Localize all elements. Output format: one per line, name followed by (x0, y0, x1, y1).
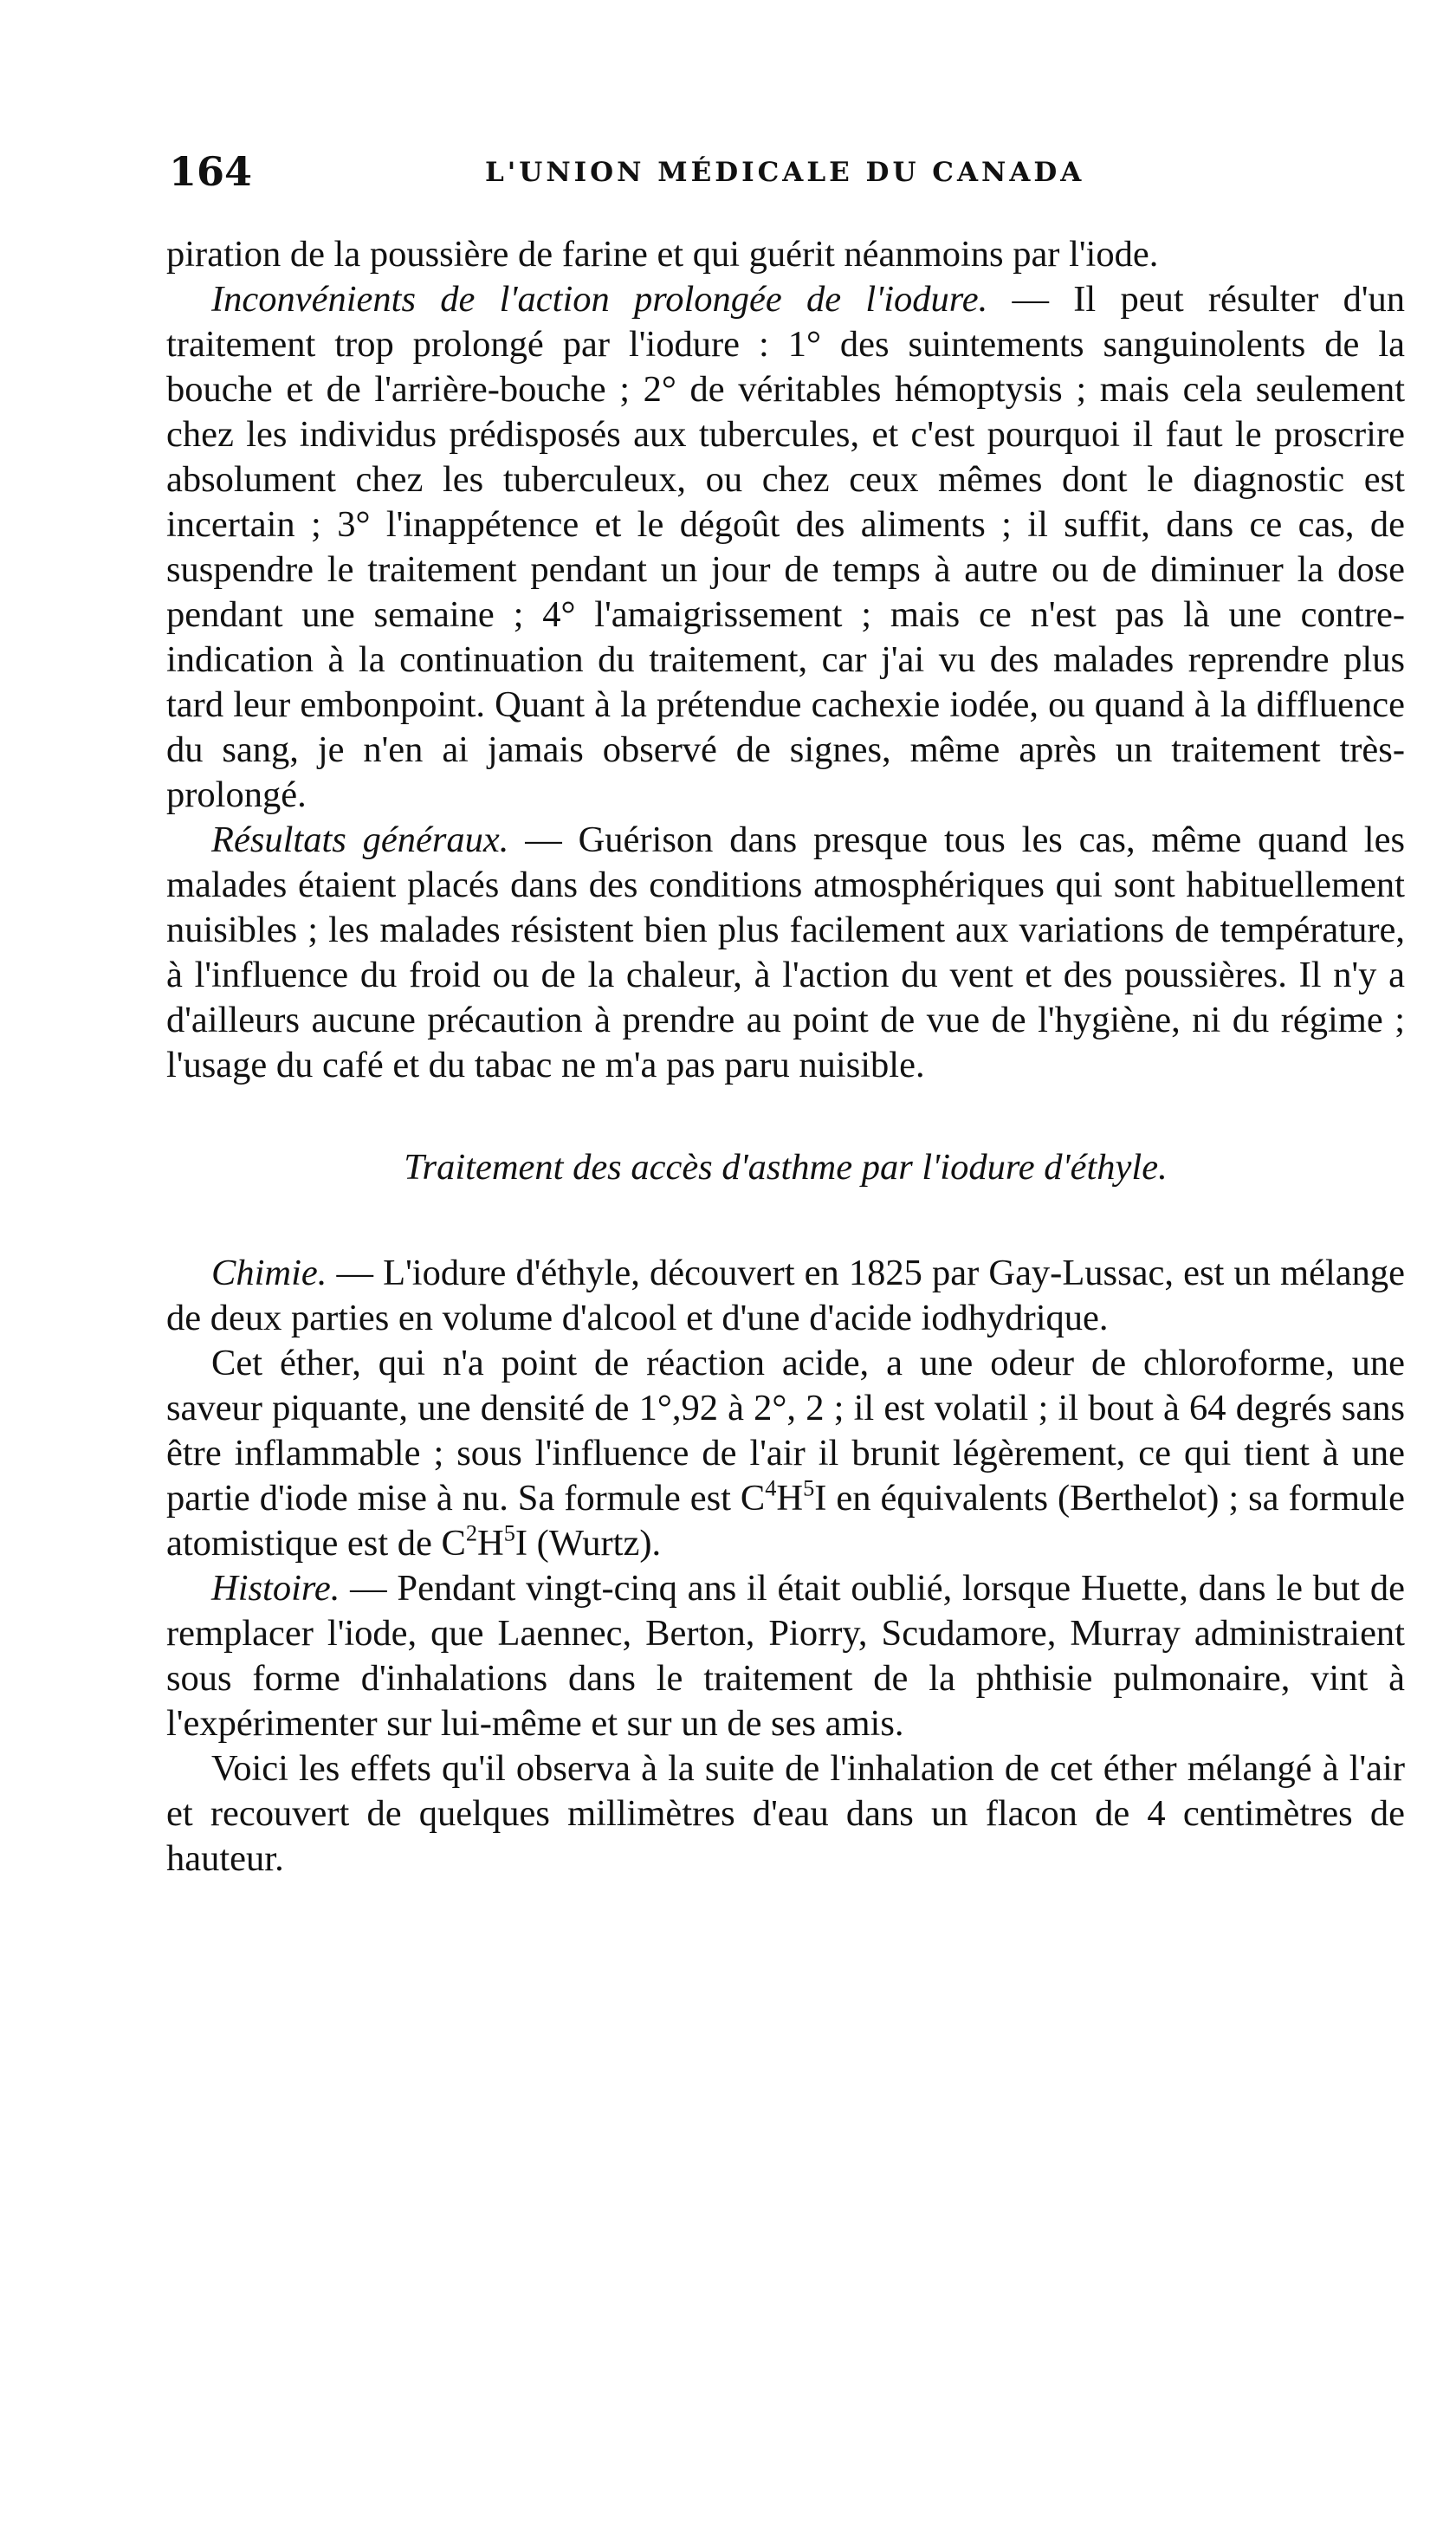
section-heading: Traitement des accès d'asthme par l'iodure d'éthyle. (404, 1147, 1168, 1188)
text-run: H (776, 1478, 804, 1519)
text-run: I en équivalents (Berthelot) ; sa formule atomistique est de C (166, 1478, 1405, 1564)
superscript: 4 (765, 1475, 777, 1501)
paragraph-voici: Voici les effets qu'il observa à la suite de l'inhalation de cet éther mélangé à l'air et recouvert de quelques millimètres d'eau dans un flacon de 4 centimètres de hauteur. (166, 1748, 1405, 1879)
paragraph-resultats (166, 818, 1405, 1088)
superscript: 5 (503, 1520, 515, 1546)
text-run: H (477, 1523, 504, 1564)
paragraph-continuation: piration de la poussière de farine et qui guérit néanmoins par l'iode. (166, 234, 1159, 275)
paragraph-ether (166, 1341, 1405, 1566)
superscript: 5 (803, 1475, 815, 1501)
paragraph-chimie (166, 1251, 1405, 1341)
page-number: 164 (169, 148, 253, 195)
paragraph-lead: Résultats généraux. (211, 819, 509, 860)
body-text (166, 232, 1405, 1882)
paragraph-lead: Chimie. (211, 1253, 327, 1293)
page-header (169, 146, 1407, 198)
text-run: Cet éther, qui n'a point de réaction acide, a une odeur de chloroforme, une saveur piquante, une densité de 1°,92 à 2°, 2 ; il est volatil ; il bout à 64 degrés sans être inflammable ; sous l'influence de l'air il brunit légèrement, ce qui tient à une partie d'iode mise à nu. Sa formule est C (166, 1343, 1405, 1519)
paragraph-lead: Inconvénients de l'action prolongée de l'iodure. (211, 279, 988, 320)
paragraph-text: — L'iodure d'éthyle, découvert en 1825 par Gay-Lussac, est un mélange de deux parties en volume d'alcool et d'une d'acide iodhydrique. (166, 1253, 1405, 1338)
paragraph-text: — Pendant vingt-cinq ans il était oublié, lorsque Huette, dans le but de remplacer l'iode, que Laennec, Berton, Piorry, Scudamore, Murray administraient sous forme d'inhalations dans le traitement de la phthisie pulmonaire, vint à l'expérimenter sur lui-même et sur un de ses amis. (166, 1568, 1405, 1744)
paragraph-text: — Guérison dans presque tous les cas, même quand les malades étaient placés dans des conditions atmosphériques qui sont habituellement nuisibles ; les malades résistent bien plus facilement aux variations de température, à l'influence du froid ou de la chaleur, à l'action du vent et des poussières. Il n'y a d'ailleurs aucune précaution à prendre au point de vue de l'hygiène, ni du régime ; l'usage du café et du tabac ne m'a pas paru nuisible. (166, 819, 1405, 1085)
superscript: 2 (465, 1520, 478, 1546)
paragraph-inconvenients (166, 277, 1405, 818)
running-title: L'UNION MÉDICALE DU CANADA (485, 157, 1085, 188)
paragraph-histoire (166, 1566, 1405, 1746)
paragraph-lead: Histoire. (211, 1568, 340, 1609)
text-run: I (Wurtz). (514, 1523, 662, 1564)
paragraph-text: — Il peut résulter d'un traitement trop prolongé par l'iodure : 1° des suintements sanguinolents de la bouche et de l'arrière-bouche ; 2° de véritables hémoptysis ; mais cela seulement chez les individus prédisposés aux tubercules, et c'est pourquoi il faut le proscrire absolument chez les tuberculeux, ou chez ceux mêmes dont le diagnostic est incertain ; 3° l'inappétence et le dégoût des aliments ; il suffit, dans ce cas, de suspendre le traitement pendant un jour de temps à autre ou de diminuer la dose pendant une semaine ; 4° l'amaigrissement ; mais ce n'est pas là une contre-indication à la continuation du traitement, car j'ai vu des malades reprendre plus tard leur embonpoint. Quant à la prétendue cachexie iodée, ou quand à la diffluence du sang, je n'en ai jamais observé de signes, même après un traitement très-prolongé. (166, 279, 1405, 815)
